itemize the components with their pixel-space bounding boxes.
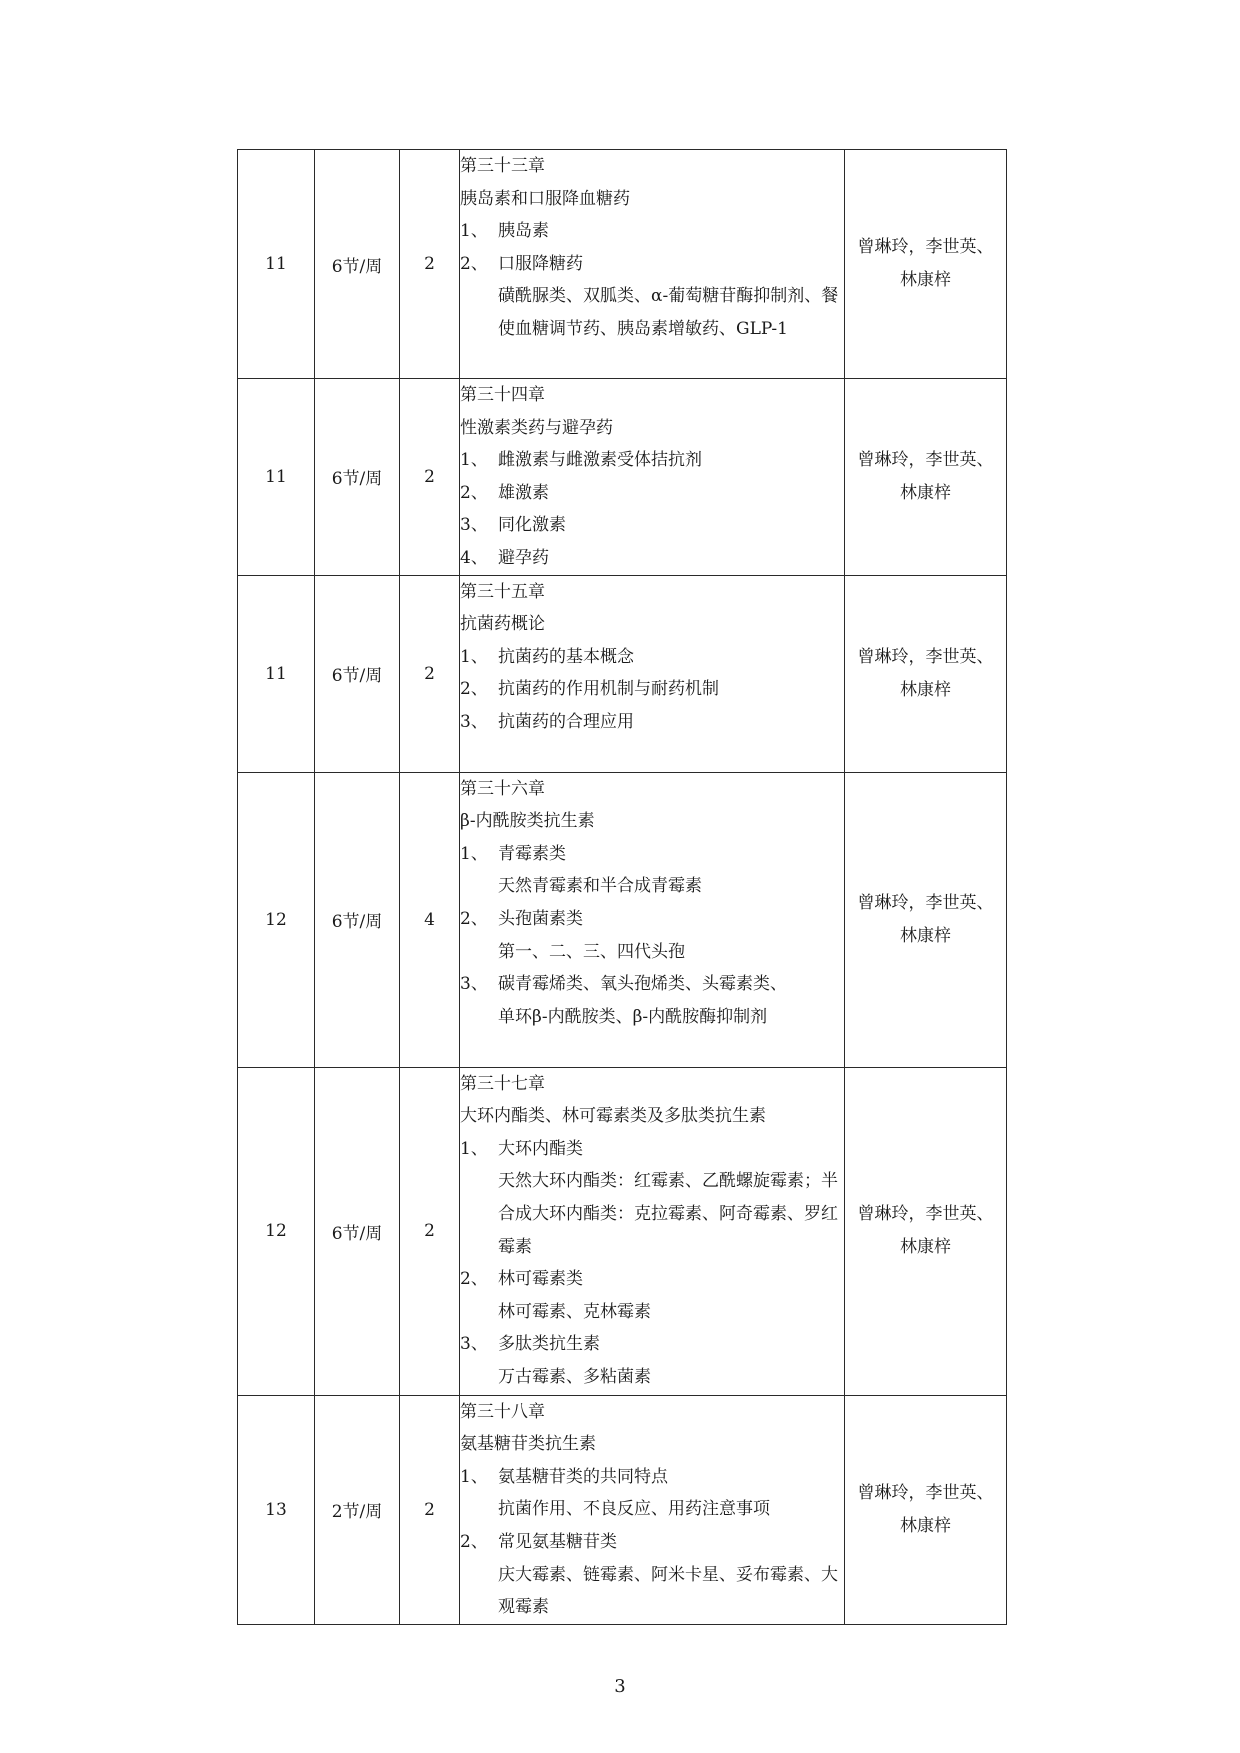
item-text: 胰岛素 <box>498 221 549 242</box>
item-text: 林可霉素类 <box>498 1269 583 1290</box>
item-text: 避孕药 <box>498 547 549 568</box>
item-text: 多肽类抗生素 <box>498 1334 600 1355</box>
chapter-title: 第三十五章 <box>460 581 545 602</box>
week-cell: 13 <box>238 1395 315 1624</box>
teacher-line: 曾琳玲，李世英、 <box>857 646 994 667</box>
count-cell: 2 <box>400 1067 460 1395</box>
item-number: 1、 <box>460 221 488 242</box>
hours-cell: 6节/周 <box>315 1067 400 1395</box>
teacher-cell <box>845 772 1007 1067</box>
item-detail: 单环β-内酰胺类、β-内酰胺酶抑制剂 <box>498 1006 768 1027</box>
schedule-table <box>237 149 1007 1625</box>
item-number: 4、 <box>460 547 488 568</box>
item-detail: 抗菌作用、不良反应、用药注意事项 <box>498 1499 770 1520</box>
list-item <box>460 1133 844 1166</box>
item-text: 雄激素 <box>498 482 549 503</box>
hours-cell: 6节/周 <box>315 575 400 772</box>
item-number: 1、 <box>460 450 488 471</box>
item-text: 大环内酯类 <box>498 1138 583 1159</box>
list-item <box>460 1263 844 1296</box>
chapter-topic: 性激素类药与避孕药 <box>460 417 613 438</box>
item-number: 2、 <box>460 679 488 700</box>
item-number: 1、 <box>460 1466 488 1487</box>
list-item <box>460 641 844 674</box>
week-cell: 12 <box>238 772 315 1067</box>
teacher-line: 林康梓 <box>900 482 951 503</box>
teacher-line: 曾琳玲，李世英、 <box>857 237 994 258</box>
item-text: 雌激素与雌激素受体拮抗剂 <box>498 450 702 471</box>
teacher-line: 林康梓 <box>900 679 951 700</box>
list-item <box>460 1461 844 1494</box>
list-item <box>460 215 844 248</box>
count-cell: 2 <box>400 150 460 379</box>
list-item <box>460 542 844 575</box>
hours-cell: 6节/周 <box>315 772 400 1067</box>
teacher-cell <box>845 575 1007 772</box>
chapter-topic: 大环内酯类、林可霉素类及多肽类抗生素 <box>460 1106 766 1127</box>
list-item <box>460 1328 844 1361</box>
item-number: 3、 <box>460 974 488 995</box>
item-text: 碳青霉烯类、氧头孢烯类、头霉素类、 <box>498 974 787 995</box>
table-row <box>238 1395 1007 1624</box>
count-cell: 2 <box>400 379 460 576</box>
chapter-topic: β-内酰胺类抗生素 <box>460 811 595 832</box>
content-cell <box>460 150 845 379</box>
count-cell: 4 <box>400 772 460 1067</box>
item-text: 头孢菌素类 <box>498 908 583 929</box>
list-item <box>460 477 844 510</box>
item-text: 青霉素类 <box>498 843 566 864</box>
table-row <box>238 1067 1007 1395</box>
page-number: 3 <box>614 1676 626 1697</box>
item-text: 抗菌药的作用机制与耐药机制 <box>498 679 719 700</box>
item-detail: 万古霉素、多粘菌素 <box>498 1366 651 1387</box>
item-detail: 天然青霉素和半合成青霉素 <box>498 876 702 897</box>
teacher-line: 曾琳玲，李世英、 <box>857 1204 994 1225</box>
item-detail: 林可霉素、克林霉素 <box>498 1301 651 1322</box>
list-item <box>460 248 844 281</box>
teacher-line: 曾琳玲，李世英、 <box>857 1483 994 1504</box>
chapter-title: 第三十六章 <box>460 778 545 799</box>
chapter-title: 第三十四章 <box>460 385 545 405</box>
chapter-title: 第三十八章 <box>460 1401 545 1422</box>
chapter-topic: 氨基糖苷类抗生素 <box>460 1434 596 1455</box>
item-text: 同化激素 <box>498 515 566 536</box>
list-item <box>460 1526 844 1559</box>
week-cell: 11 <box>238 575 315 772</box>
item-text: 常见氨基糖苷类 <box>498 1531 617 1552</box>
list-item <box>460 968 844 1001</box>
list-item <box>460 838 844 871</box>
count-cell: 2 <box>400 1395 460 1624</box>
content-cell <box>460 379 845 576</box>
schedule-body <box>238 150 1007 1625</box>
content-cell <box>460 1067 845 1395</box>
teacher-cell <box>845 1395 1007 1624</box>
teacher-line: 林康梓 <box>900 270 951 290</box>
item-detail: 磺酰脲类、双胍类、α-葡萄糖苷酶抑制剂、餐使血糖调节药、胰岛素增敏药、GLP-1 <box>498 286 839 339</box>
week-cell: 11 <box>238 379 315 576</box>
content-cell <box>460 575 845 772</box>
hours-cell: 2节/周 <box>315 1395 400 1624</box>
content-cell <box>460 772 845 1067</box>
item-number: 2、 <box>460 482 488 503</box>
chapter-topic: 抗菌药概论 <box>460 614 545 635</box>
item-number: 1、 <box>460 843 488 864</box>
table-row <box>238 772 1007 1067</box>
count-cell: 2 <box>400 575 460 772</box>
list-item <box>460 706 844 739</box>
teacher-line: 曾琳玲，李世英、 <box>857 450 994 471</box>
list-item <box>460 444 844 477</box>
list-item <box>460 673 844 706</box>
chapter-topic: 胰岛素和口服降血糖药 <box>460 188 630 209</box>
table-row <box>238 150 1007 379</box>
teacher-cell <box>845 1067 1007 1395</box>
item-number: 2、 <box>460 1269 488 1290</box>
item-detail: 第一、二、三、四代头孢 <box>498 941 685 962</box>
teacher-line: 林康梓 <box>900 1515 951 1536</box>
item-number: 1、 <box>460 646 488 667</box>
item-text: 抗菌药的基本概念 <box>498 646 634 667</box>
table-row <box>238 379 1007 576</box>
chapter-title: 第三十七章 <box>460 1073 545 1094</box>
teacher-cell <box>845 379 1007 576</box>
item-detail: 庆大霉素、链霉素、阿米卡星、妥布霉素、大观霉素 <box>498 1564 838 1618</box>
teacher-line: 林康梓 <box>900 1237 951 1258</box>
item-number: 3、 <box>460 1334 488 1355</box>
item-detail: 天然大环内酯类：红霉素、乙酰螺旋霉素；半合成大环内酯类：克拉霉素、阿奇霉素、罗红霉素 <box>498 1171 838 1257</box>
teacher-cell <box>845 150 1007 379</box>
teacher-line: 曾琳玲，李世英、 <box>857 892 994 913</box>
week-cell: 12 <box>238 1067 315 1395</box>
item-number: 1、 <box>460 1138 488 1159</box>
chapter-title: 第三十三章 <box>460 156 545 176</box>
content-cell <box>460 1395 845 1624</box>
hours-cell: 6节/周 <box>315 379 400 576</box>
item-text: 口服降糖药 <box>498 253 583 274</box>
item-text: 氨基糖苷类的共同特点 <box>498 1466 668 1487</box>
week-cell: 11 <box>238 150 315 379</box>
item-number: 2、 <box>460 908 488 929</box>
table-row <box>238 575 1007 772</box>
list-item <box>460 903 844 936</box>
item-number: 2、 <box>460 1531 488 1552</box>
item-number: 2、 <box>460 253 488 274</box>
item-number: 3、 <box>460 515 488 536</box>
list-item <box>460 509 844 542</box>
item-number: 3、 <box>460 711 488 732</box>
item-text: 抗菌药的合理应用 <box>498 711 634 732</box>
hours-cell: 6节/周 <box>315 150 400 379</box>
teacher-line: 林康梓 <box>900 925 951 946</box>
